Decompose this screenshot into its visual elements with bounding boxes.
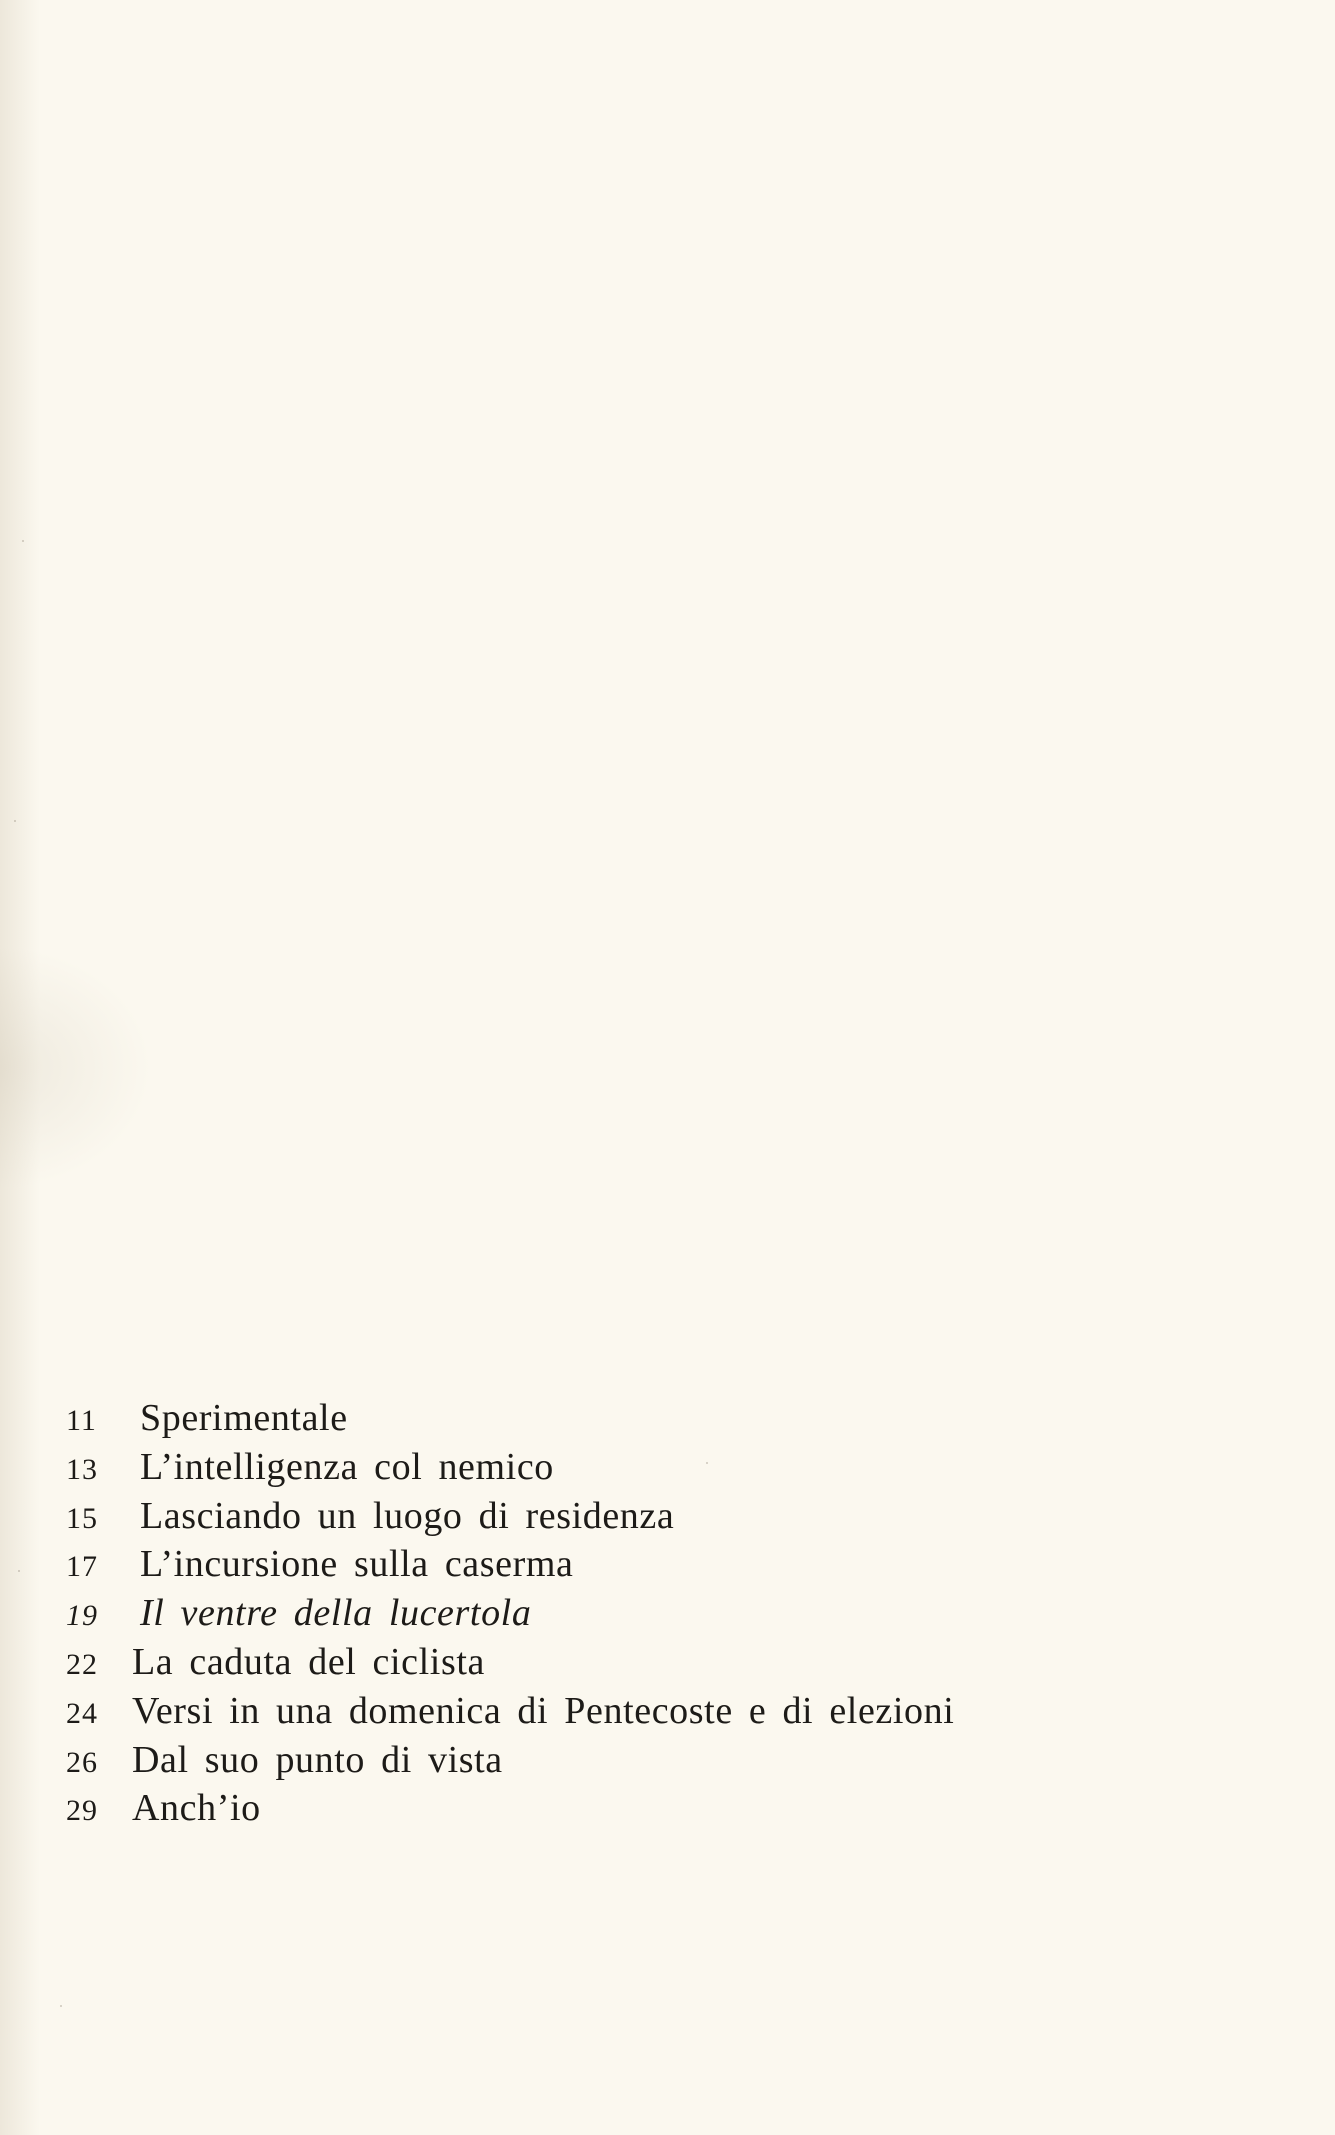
toc-title: L’intelligenza col nemico — [140, 1445, 554, 1488]
paper-speck — [14, 820, 16, 822]
paper-speck — [18, 1570, 20, 1572]
toc-title: Anch’io — [132, 1787, 261, 1830]
toc-title: Versi in una domenica di Pentecoste e di elezioni — [132, 1689, 955, 1732]
toc-page-number: 29 — [66, 1794, 98, 1828]
toc-entry — [66, 1492, 1266, 1541]
toc-entry — [66, 1638, 1266, 1687]
toc-entry — [66, 1394, 1266, 1443]
paper-speck — [22, 540, 24, 542]
paper-speck — [60, 2005, 62, 2007]
toc-page-number: 17 — [66, 1550, 98, 1584]
toc-title: Sperimentale — [140, 1397, 348, 1439]
toc-page-number: 24 — [66, 1696, 98, 1730]
toc-entry — [66, 1784, 1266, 1833]
toc-page-number: 26 — [66, 1745, 98, 1779]
toc-entry — [66, 1589, 1266, 1638]
toc-title: Il ventre della lucertola — [140, 1592, 532, 1635]
toc-entry — [66, 1540, 1266, 1589]
toc-page-number: 13 — [66, 1452, 98, 1486]
toc-title: L’incursione sulla caserma — [140, 1543, 574, 1586]
toc-title: Lasciando un luogo di residenza — [140, 1494, 675, 1537]
toc-entry — [66, 1736, 1266, 1785]
toc-title: La caduta del ciclista — [132, 1640, 485, 1683]
toc-entry — [66, 1687, 1266, 1736]
table-of-contents — [66, 1394, 1266, 1833]
toc-page-number: 19 — [66, 1599, 98, 1633]
toc-page-number: 15 — [66, 1501, 98, 1535]
toc-page-number: 22 — [66, 1647, 98, 1681]
toc-entry — [66, 1443, 1266, 1492]
toc-page-number: 11 — [66, 1404, 97, 1437]
toc-title: Dal suo punto di vista — [132, 1738, 503, 1781]
